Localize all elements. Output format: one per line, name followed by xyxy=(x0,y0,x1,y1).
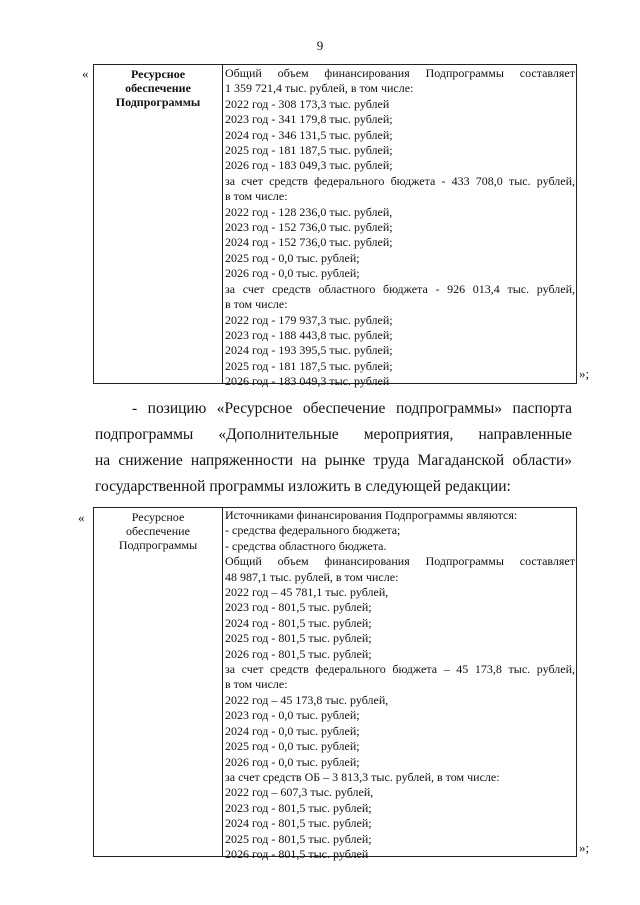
paragraph-line: государственной программы изложить в следующей редакции: xyxy=(95,478,511,495)
table-line: 2022 год - 308 173,3 тыс. рублей xyxy=(225,96,390,111)
table-line: - средства областного бюджета. xyxy=(225,538,387,553)
table-2-header-line: Ресурсное xyxy=(131,510,185,524)
table-line: 48 987,1 тыс. рублей, в том числе: xyxy=(225,569,399,584)
table-line: 2024 год - 0,0 тыс. рублей; xyxy=(225,723,360,738)
table-line: 2023 год - 801,5 тыс. рублей; xyxy=(225,800,372,815)
open-quote-1: « xyxy=(82,66,89,81)
page-number: 9 xyxy=(316,38,324,53)
table-line: в том числе: xyxy=(225,297,288,312)
table-1-header-line: обеспечение xyxy=(125,81,191,95)
table-line: 2025 год - 181 187,5 тыс. рублей; xyxy=(225,358,393,373)
table-line: за счет средств федерального бюджета - 433 708,0 тыс. рублей, xyxy=(225,173,575,188)
paragraph-line: подпрограммы «Дополнительные мероприятия, направленные xyxy=(95,426,572,443)
instruction-paragraph xyxy=(95,396,572,500)
resource-table-2 xyxy=(93,507,577,861)
table-line: 2025 год - 0,0 тыс. рублей; xyxy=(225,250,360,265)
table-1-header-line: Ресурсное xyxy=(130,67,186,81)
table-line: 2025 год - 181 187,5 тыс. рублей; xyxy=(225,143,393,158)
table-2-header-cell xyxy=(94,508,223,856)
table-line: 2026 год - 0,0 тыс. рублей; xyxy=(225,754,360,769)
table-2-header-line: обеспечение xyxy=(126,524,190,538)
table-line: 2024 год - 193 395,5 тыс. рублей; xyxy=(225,343,393,358)
table-line: 2024 год - 152 736,0 тыс. рублей; xyxy=(225,235,393,250)
table-line: Источниками финансирования Подпрограммы являются: xyxy=(225,508,518,522)
open-quote-2: « xyxy=(78,510,85,525)
table-2-header-line: Подпрограммы xyxy=(118,538,198,552)
table-line: за счет средств областного бюджета - 926 013,4 тыс. рублей, xyxy=(225,281,575,296)
table-line: 2022 год – 607,3 тыс. рублей, xyxy=(225,785,374,800)
table-line: 2023 год - 188 443,8 тыс. рублей; xyxy=(225,327,393,342)
table-line: 2026 год - 801,5 тыс. рублей xyxy=(225,846,369,861)
table-line: 2026 год - 183 049,3 тыс. рублей; xyxy=(225,158,393,173)
close-quote-1: »; xyxy=(579,366,590,381)
table-line: 2024 год - 801,5 тыс. рублей; xyxy=(225,615,372,630)
table-line: в том числе: xyxy=(225,189,288,204)
table-line: 2023 год - 152 736,0 тыс. рублей; xyxy=(225,220,393,235)
table-line: 2026 год - 801,5 тыс. рублей; xyxy=(225,646,372,661)
table-line: Общий объем финансирования Подпрограммы составляет xyxy=(225,554,575,569)
table-line: 2024 год - 346 131,5 тыс. рублей; xyxy=(225,127,393,142)
table-line: 2025 год - 0,0 тыс. рублей; xyxy=(225,739,360,754)
paragraph-line: - позицию «Ресурсное обеспечение подпрограммы» паспорта xyxy=(132,400,572,417)
table-line: 2025 год - 801,5 тыс. рублей; xyxy=(225,631,372,646)
table-line: 2023 год - 0,0 тыс. рублей; xyxy=(225,708,360,723)
table-line: за счет средств федерального бюджета – 45 173,8 тыс. рублей, xyxy=(225,662,575,677)
close-quote-2: »; xyxy=(579,840,590,855)
table-line: 2026 год - 0,0 тыс. рублей; xyxy=(225,266,360,281)
table-line: 2024 год - 801,5 тыс. рублей; xyxy=(225,816,372,831)
table-line: 2022 год - 179 937,3 тыс. рублей; xyxy=(225,312,393,327)
table-line: 2023 год - 801,5 тыс. рублей; xyxy=(225,600,372,615)
paragraph-line: на снижение напряженности на рынке труда Магаданской области» xyxy=(95,452,572,469)
table-line: 2022 год – 45 781,1 тыс. рублей, xyxy=(225,585,389,600)
table-line: в том числе: xyxy=(225,677,288,692)
table-1-content-cell xyxy=(223,65,576,389)
resource-table-1 xyxy=(93,64,577,389)
table-line: 2026 год - 183 049,3 тыс. рублей xyxy=(225,374,390,389)
table-1-header-line: Подпрограммы xyxy=(115,95,201,109)
table-line: за счет средств ОБ – 3 813,3 тыс. рублей, в том числе: xyxy=(225,769,500,784)
table-line: 2023 год - 341 179,8 тыс. рублей; xyxy=(225,112,393,127)
table-line: 1 359 721,4 тыс. рублей, в том числе: xyxy=(225,81,414,96)
table-1-header-cell xyxy=(94,65,223,383)
table-line: Общий объем финансирования Подпрограммы составляет xyxy=(225,66,575,80)
table-line: 2022 год – 45 173,8 тыс. рублей, xyxy=(225,692,389,707)
table-2-content-cell xyxy=(223,508,576,861)
table-line: 2025 год - 801,5 тыс. рублей; xyxy=(225,831,372,846)
table-line: 2022 год - 128 236,0 тыс. рублей, xyxy=(225,204,393,219)
table-line: - средства федерального бюджета; xyxy=(225,523,401,538)
